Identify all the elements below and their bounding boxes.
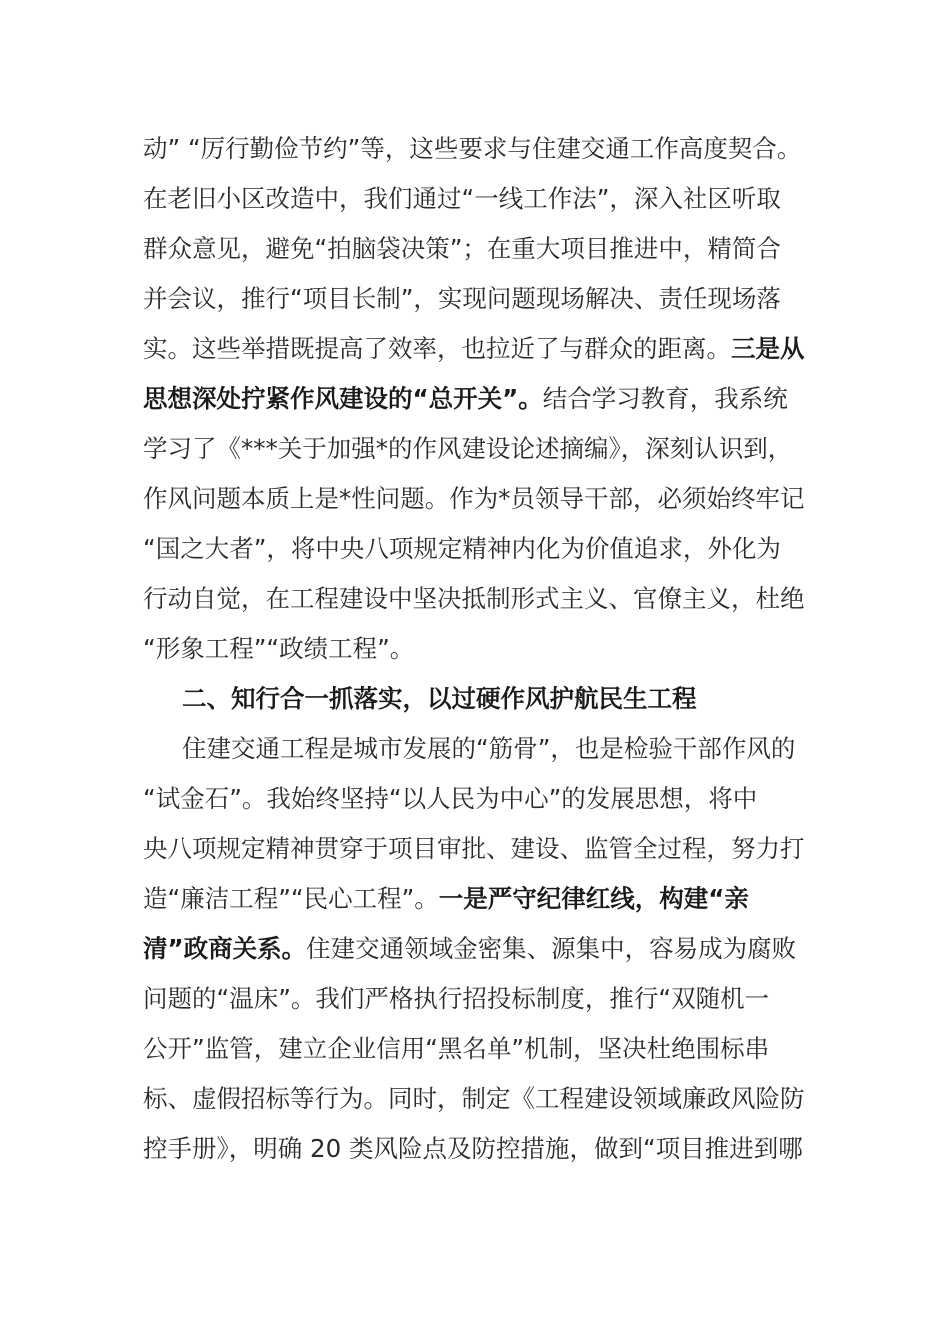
text-line: [143, 724, 813, 774]
text-span: 住建交通领域金密集、源集中，容易成为腐败: [306, 934, 797, 963]
text-span: 住建交通工程是城市发展的“筋骨”，也是检验干部作风的: [182, 734, 796, 763]
text-line: [143, 474, 813, 524]
text-line: [143, 1124, 813, 1174]
text-span: 标、虚假招标等行为。同时，制定《工程建设领域廉政风险防: [143, 1084, 805, 1113]
section-heading: [143, 674, 813, 724]
text-span: 公开”监管，建立企业信用“黑名单”机制，坚决杜绝围标串: [143, 1034, 770, 1063]
text-span: 实。这些举措既提高了效率，也拉近了与群众的距离。: [143, 334, 731, 363]
text-span: 学习了《***关于加强*的作风建设论述摘编》，深刻认识到，: [143, 434, 793, 463]
text-line: [143, 374, 813, 424]
bold-text-span: 三是从: [731, 334, 805, 363]
text-line: [143, 1074, 813, 1124]
text-span: 行动自觉，在工程建设中坚决抵制形式主义、官僚主义，杜绝: [143, 584, 805, 613]
text-span: 作风问题本质上是*性问题。作为*员领导干部，必须始终牢记: [143, 484, 805, 513]
text-span: 问题的“温床”。我们严格执行招投标制度，推行“双随机一: [143, 984, 770, 1013]
body-text: [143, 124, 813, 1174]
text-line: [143, 824, 813, 874]
text-span: 央八项规定精神贯穿于项目审批、建设、监管全过程，努力打: [143, 834, 805, 863]
text-line: [143, 174, 813, 224]
text-line: [143, 574, 813, 624]
text-line: [143, 1024, 813, 1074]
text-line: [143, 124, 813, 174]
text-span: 在老旧小区改造中，我们通过“一线工作法”，深入社区听取: [143, 184, 781, 213]
text-span: 群众意见，避免“拍脑袋决策”；在重大项目推进中，精简合: [143, 234, 781, 263]
bold-text-span: 一是严守纪律红线，构建“亲: [438, 884, 749, 913]
text-line: [143, 424, 813, 474]
text-line: [143, 324, 813, 374]
text-line: [143, 274, 813, 324]
text-span: “试金石”。我始终坚持“以人民为中心”的发展思想，将中: [143, 784, 758, 813]
text-line: [143, 524, 813, 574]
bold-text-span: 思想深处拧紧作风建设的“总开关”。: [143, 384, 543, 413]
text-span: “国之大者”，将中央八项规定精神内化为价值追求，外化为: [143, 534, 781, 563]
text-line: [143, 874, 813, 924]
section-heading-text: 二、知行合一抓落实，以过硬作风护航民生工程: [182, 684, 697, 713]
bold-text-span: 清”政商关系。: [143, 934, 307, 963]
text-span: 控手册》，明确 20 类风险点及防控措施，做到“项目推进到哪: [143, 1134, 803, 1163]
text-span: 动” “厉行勤俭节约”等，这些要求与住建交通工作高度契合。: [143, 134, 802, 163]
text-line: [143, 924, 813, 974]
text-span: 并会议，推行“项目长制”，实现问题现场解决、责任现场落: [143, 284, 781, 313]
text-line: [143, 624, 813, 674]
text-span: 造“廉洁工程”“民心工程”。: [143, 884, 439, 913]
text-span: “形象工程”“政绩工程”。: [143, 634, 415, 663]
text-line: [143, 224, 813, 274]
text-line: [143, 774, 813, 824]
text-line: [143, 974, 813, 1024]
text-span: 结合学习教育，我系统: [542, 384, 788, 413]
